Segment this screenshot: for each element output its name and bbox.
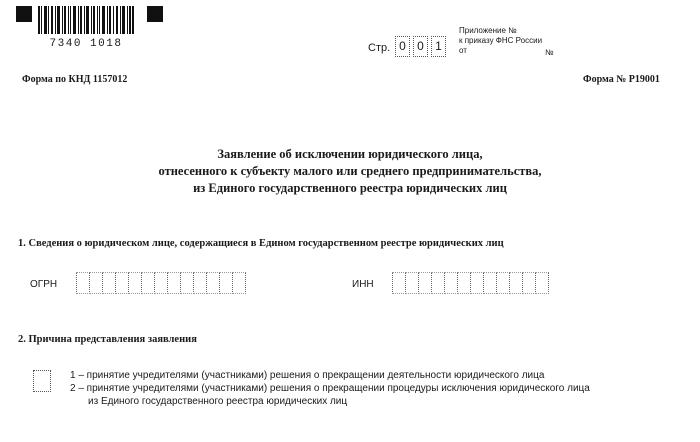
page-digit: 0 <box>395 36 410 57</box>
document-title <box>0 146 700 197</box>
registration-marker-left <box>16 6 32 22</box>
reason-option-2: 2 – принятие учредителями (участниками) решения о прекращении процедуры исключения юридического лица <box>70 383 590 394</box>
inn-input[interactable] <box>392 272 549 294</box>
page-number-boxes <box>395 36 449 57</box>
entry-cell[interactable] <box>458 272 471 294</box>
appendix-number-sign: № <box>545 48 554 57</box>
ogrn-input[interactable] <box>76 272 246 294</box>
entry-cell[interactable] <box>129 272 142 294</box>
appendix-line: к приказу ФНС России <box>459 36 543 45</box>
section2-heading: 2. Причина представления заявления <box>18 334 197 345</box>
inn-label: ИНН <box>352 279 374 290</box>
entry-cell[interactable] <box>510 272 523 294</box>
entry-cell[interactable] <box>207 272 220 294</box>
entry-cell[interactable] <box>536 272 549 294</box>
entry-cell[interactable] <box>181 272 194 294</box>
entry-cell[interactable] <box>445 272 458 294</box>
entry-cell[interactable] <box>432 272 445 294</box>
entry-cell[interactable] <box>233 272 246 294</box>
title-line: Заявление об исключении юридического лица, <box>217 147 483 161</box>
entry-cell[interactable] <box>406 272 419 294</box>
form-number: Форма № Р19001 <box>583 74 660 85</box>
reason-option-1: 1 – принятие учредителями (участниками) решения о прекращении деятельности юридического лица <box>70 370 545 381</box>
entry-cell[interactable] <box>471 272 484 294</box>
entry-cell[interactable] <box>523 272 536 294</box>
ogrn-label: ОГРН <box>30 279 58 290</box>
reason-code-box[interactable] <box>33 370 51 392</box>
registration-marker-right <box>147 6 163 22</box>
barcode-number: 7340 1018 <box>49 38 123 50</box>
appendix-line: Приложение № <box>459 26 517 35</box>
barcode <box>38 6 134 34</box>
entry-cell[interactable] <box>497 272 510 294</box>
section1-heading: 1. Сведения о юридическом лице, содержащиеся в Едином государственном реестре юридических лиц <box>18 238 504 249</box>
page-label: Стр. <box>368 42 391 54</box>
entry-cell[interactable] <box>142 272 155 294</box>
entry-cell[interactable] <box>194 272 207 294</box>
entry-cell[interactable] <box>76 272 90 294</box>
reason-option-2-continued: из Единого государственного реестра юридических лиц <box>88 396 348 407</box>
entry-cell[interactable] <box>103 272 116 294</box>
entry-cell[interactable] <box>220 272 233 294</box>
entry-cell[interactable] <box>419 272 432 294</box>
appendix-line: от <box>459 46 467 55</box>
entry-cell[interactable] <box>155 272 168 294</box>
title-line: отнесенного к субъекту малого или среднего предпринимательства, <box>158 164 542 178</box>
entry-cell[interactable] <box>392 272 406 294</box>
page-digit: 0 <box>413 36 428 57</box>
appendix-note <box>459 26 542 56</box>
entry-cell[interactable] <box>90 272 103 294</box>
form-knd-code: Форма по КНД 1157012 <box>22 74 128 85</box>
entry-cell[interactable] <box>484 272 497 294</box>
entry-cell[interactable] <box>116 272 129 294</box>
title-line: из Единого государственного реестра юридических лиц <box>193 181 507 195</box>
page-digit: 1 <box>431 36 446 57</box>
entry-cell[interactable] <box>168 272 181 294</box>
